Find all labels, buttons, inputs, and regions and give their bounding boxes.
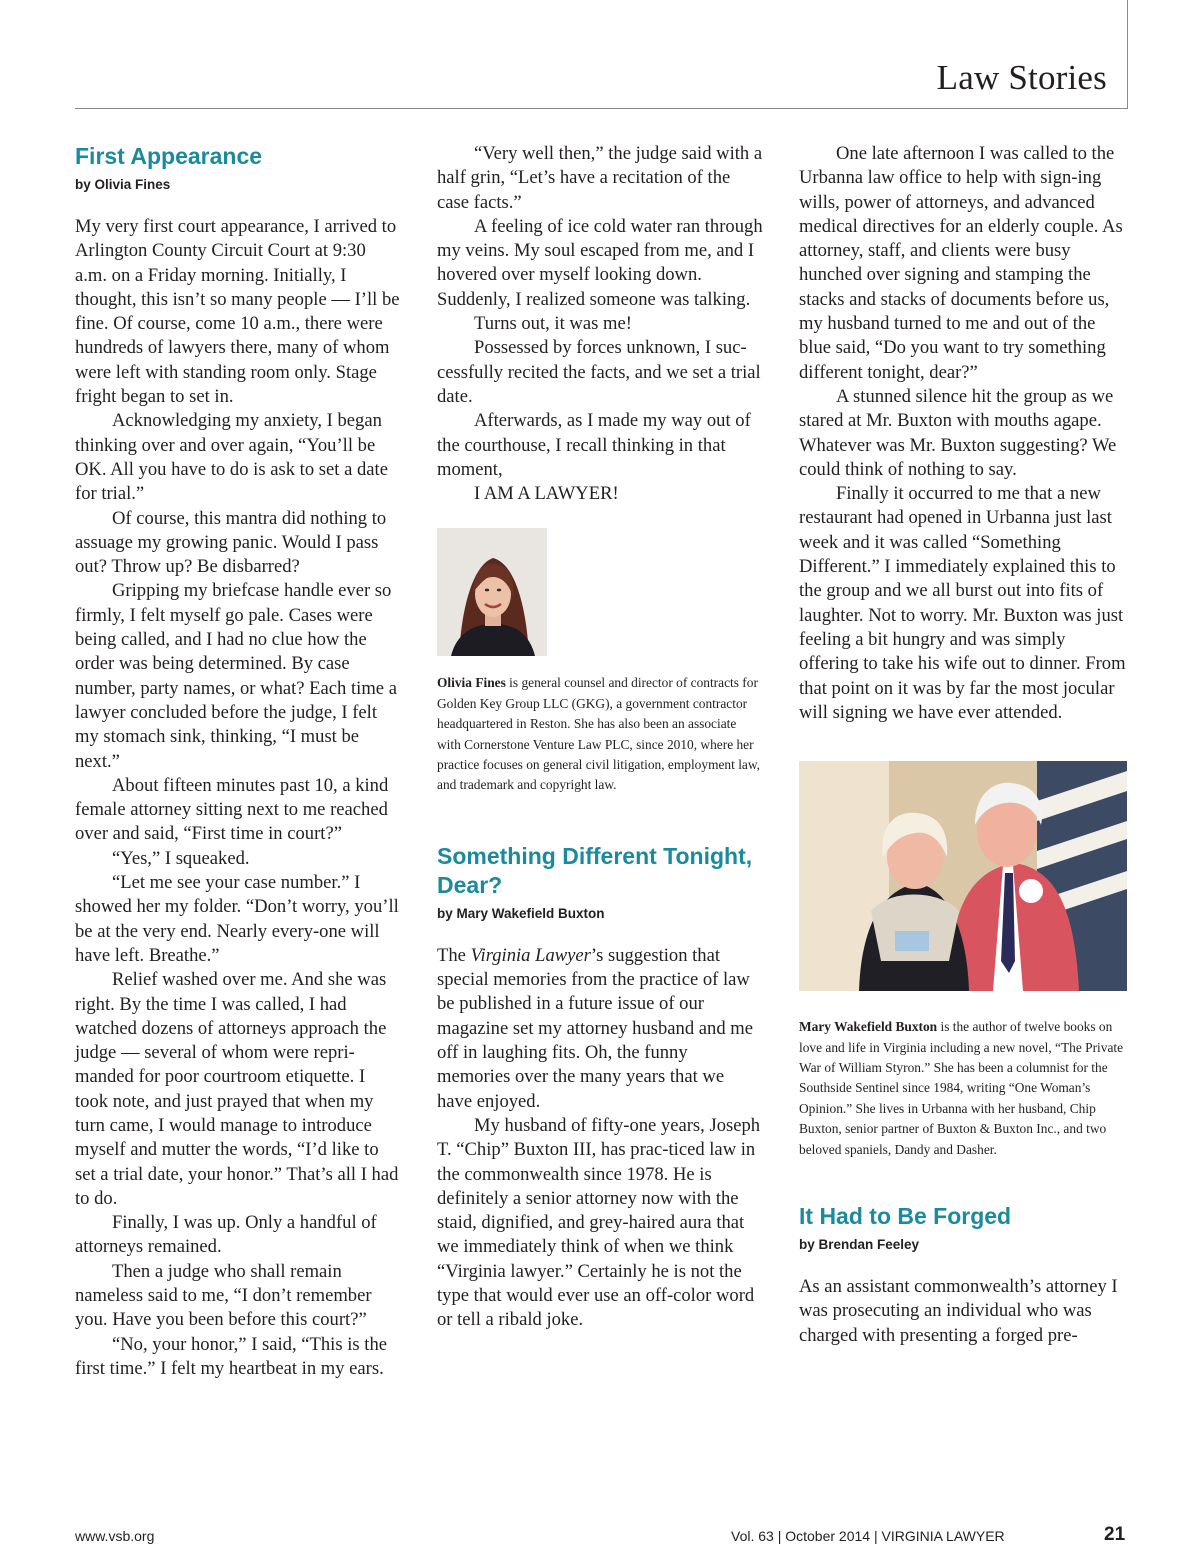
paragraph: My husband of fifty-one years, Joseph T. “Chip” Buxton III, has prac-ticed law in the commonwealth since 1978. He is definitely a senior attorney now with the staid, dignified, and grey-haired aura that we immediately think of when we think “Virginia lawyer.” Certainly he is not the type that would ever use an off-color word or tell a ribald joke. (437, 1114, 761, 1331)
paragraph: A stunned silence hit the group as we stared at Mr. Buxton with mouths agape. Whatever was Mr. Buxton suggesting? We could think of nothing to say. (799, 385, 1117, 480)
paragraph: Finally, I was up. Only a handful of attorneys remained. (75, 1212, 377, 1258)
paragraph: My very first court appearance, I arrived to Arlington County Circuit Court at 9:30 a.m. on a Friday morning. Initially, I thought, this isn’t so many people — I’ll be fine. Of course, come 10 a.m., there were hundreds of lawyers there, many of whom were left with standing room only. Stage fright began to set in. (75, 216, 400, 408)
article-title-it-had-to-be-forged: It Had to Be Forged (799, 1202, 1012, 1229)
column-3 (799, 142, 1129, 1348)
article-body-it-had-to-be-forged (799, 1275, 1129, 1348)
paragraph: Relief washed over me. And she was right. By the time I was called, I had watched dozens of attorneys approach the judge — several of whom were repri-manded for poor courtroom etiquette. I took note, and just prayed that when my turn came, I would manage to introduce myself and mutter the words, “I’d like to set a trial date, your honor.” That’s all I had to do. (75, 969, 399, 1209)
article-body-something-different (437, 944, 763, 1333)
paragraph: Possessed by forces unknown, I suc-cessfully recited the facts, and we set a trial date. (437, 337, 761, 407)
paragraph: Then a judge who shall remain nameless said to me, “I don’t remember you. Have you been before this court?” (75, 1260, 372, 1331)
magazine-name: Virginia Lawyer (470, 944, 591, 966)
paragraph: Finally it occurred to me that a new restaurant had opened in Urbanna just last week and it was called “Something Different.” I immediately explained this to the group and we all burst out into fits of laughter. Not to worry. Mr. Buxton was just feeling a bit hungry and was simply offering to take his wife out to dinner. From that point on it was by far the most jocular will signing we have ever attended. (799, 483, 1126, 723)
paragraph: “Very well then,” the judge said with a half grin, “Let’s have a recitation of the case facts.” (437, 143, 763, 213)
bio-name: Olivia Fines (437, 675, 506, 691)
paragraph: “No, your honor,” I said, “This is the first time.” I felt my heartbeat in my ears. (75, 1333, 388, 1379)
header-rule (75, 108, 1128, 109)
paragraph: Afterwards, as I made my way out of the courthouse, I recall thinking in that moment, (437, 410, 751, 480)
byline-mary-wakefield-buxton: by Mary Wakefield Buxton (437, 905, 605, 921)
portrait-woman-image (437, 528, 547, 656)
header-vertical-rule (1127, 0, 1128, 109)
paragraph: Turns out, it was me! (474, 313, 632, 335)
article-body-first-appearance (75, 215, 401, 1381)
paragraph: “Yes,” I squeaked. (112, 847, 250, 869)
paragraph: Acknowledging my anxiety, I began thinking over and over again, “You’ll be OK. All you have to do is ask to set a date for trial.” (75, 410, 388, 505)
column-2 (437, 142, 763, 1333)
author-bio-mary-wakefield-buxton (799, 1017, 1129, 1160)
byline-olivia-fines: by Olivia Fines (75, 177, 171, 192)
paragraph: About fifteen minutes past 10, a kind female attorney sitting next to me reached over and said, “First time in court?” (75, 774, 389, 845)
article-title-first-appearance: First Appearance (75, 143, 263, 169)
paragraph: Of course, this mantra did nothing to assuage my growing panic. Would I pass out? Throw up? Be disbarred? (75, 507, 387, 578)
article-title-something-different: Something Different Tonight, Dear? (437, 842, 753, 898)
bio-text: is the author of twelve books on love and life in Virginia including a new novel, “The Private War of William Styron.” She has been a columnist for the Southside Sentinel since 1984, writing “One Woman’s Opinion.” She lives in Urbanna with her husband, Chip Buxton, senior partner of Buxton & Buxton Inc., and two beloved spaniels, Dandy and Dasher. (799, 1019, 1124, 1157)
paragraph: Gripping my briefcase handle ever so firmly, I felt myself go pale. Cases were being called, and I had no clue how the order was being determined. By case number, party names, or what? Each time a lawyer concluded before the judge, I felt my stomach sink, thinking, “I must be next.” (75, 580, 397, 772)
byline-brendan-feeley: by Brendan Feeley (799, 1236, 920, 1252)
paragraph: “Let me see your case number.” I showed her my folder. “Don’t worry, you’ll be at the very end. Nearly every-one will have left. Breathe.” (75, 872, 399, 966)
paragraph: A feeling of ice cold water ran through my veins. My soul escaped from me, and I hovered over myself looking down. Suddenly, I realized someone was talking. (437, 215, 763, 310)
intro-lead: The (437, 944, 471, 966)
paragraph: I AM A LAWYER! (474, 483, 619, 505)
paragraph: As an assistant commonwealth’s attorney I was prosecuting an individual who was charged with presenting a forged pre- (799, 1275, 1118, 1346)
paragraph: One late afternoon I was called to the Urbanna law office to help with sign-ing wills, power of attorneys, and advanced medical directives for an elderly couple. As attorney, staff, and clients were busy hunched over signing and stamping the stacks and stacks of documents before us, my husband turned to me and out of the blue said, “Do you want to try something different tonight, dear?” (799, 143, 1123, 383)
bio-text: is general counsel and director of contracts for Golden Key Group LLC (GKG), a government contractor headquartered in Reston. She has also been an associate with Cornerstone Venture Law PLC, since 2010, where her practice focuses on general civil litigation, employment law, and trademark and copyright law. (437, 675, 761, 793)
author-photo-olivia-fines (437, 528, 547, 656)
page-number: 21 (1104, 1524, 1126, 1545)
section-title: Law Stories (936, 58, 1107, 97)
intro-rest: ’s suggestion that special memories from the practice of law be published in a future issue of our magazine set my attorney husband and me off in laughing fits. Oh, the funny memories over the many years that we have enjoyed. (437, 944, 753, 1112)
paragraph (437, 944, 763, 1114)
article-body-first-appearance-continued (437, 142, 763, 506)
author-photo-buxton-couple (799, 761, 1127, 991)
couple-photo-image (799, 761, 1127, 991)
article-body-something-different-continued (799, 142, 1129, 725)
author-bio-olivia-fines (437, 673, 763, 795)
column-1 (75, 142, 401, 1381)
footer-issue-info: Vol. 63 | October 2014 | VIRGINIA LAWYER (731, 1528, 1005, 1544)
footer-website-link[interactable]: www.vsb.org (75, 1528, 155, 1544)
bio-name: Mary Wakefield Buxton (799, 1019, 938, 1035)
